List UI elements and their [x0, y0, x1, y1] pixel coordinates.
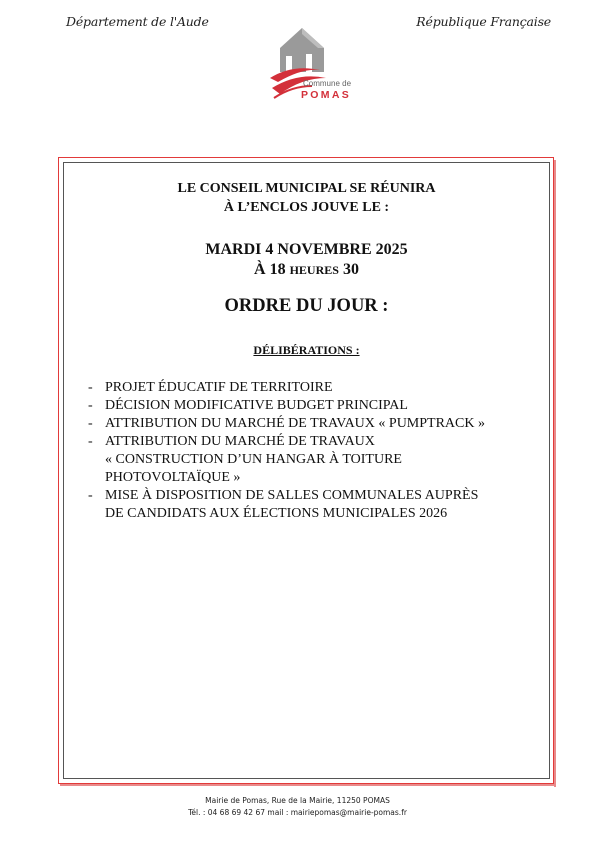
notice-heading-line-1: LE CONSEIL MUNICIPAL SE RÉUNIRA — [177, 181, 436, 196]
footer-contact: Tél. : 04 68 69 42 67 mail : mairiepomas@mairie-pomas.fr — [188, 808, 407, 817]
agenda-item-text: ATTRIBUTION DU MARCHÉ DE TRAVAUX « PUMPTRACK » — [105, 416, 485, 431]
meeting-date: MARDI 4 NOVEMBRE 2025 — [205, 241, 408, 258]
logo-town-name: POMAS — [301, 89, 352, 101]
frame-shadow — [60, 784, 556, 786]
bullet-dash: - — [88, 488, 93, 503]
agenda-item — [88, 415, 548, 433]
frame-shadow — [554, 160, 556, 787]
time-unit: HEURES — [289, 263, 339, 277]
bullet-dash: - — [88, 380, 93, 395]
agenda-item-text: DÉCISION MODIFICATIVE BUDGET PRINCIPAL — [105, 398, 408, 413]
agenda-item — [88, 487, 548, 523]
agenda-item-text: ATTRIBUTION DU MARCHÉ DE TRAVAUX « CONSTRUCTION D’UN HANGAR À TOITURE PHOTOVOLTAÏQUE » — [105, 434, 402, 485]
notice-heading-line-2: À L’ENCLOS JOUVE LE : — [223, 200, 390, 215]
header-department: Département de l'Aude — [66, 14, 209, 29]
time-minutes: 30 — [338, 261, 359, 278]
deliberations-heading: DÉLIBÉRATIONS : — [253, 343, 360, 357]
bullet-dash: - — [88, 416, 93, 431]
meeting-time — [63, 261, 550, 279]
agenda-item — [88, 397, 548, 415]
agenda-item — [88, 379, 548, 397]
header-republic: République Française — [416, 14, 551, 29]
agenda-item-text: PROJET ÉDUCATIF DE TERRITOIRE — [105, 380, 333, 395]
time-hour: À 18 — [254, 261, 290, 278]
agenda-list — [88, 379, 548, 523]
agenda-item — [88, 433, 548, 487]
agenda-item-text: MISE À DISPOSITION DE SALLES COMMUNALES AUPRÈS DE CANDIDATS AUX ÉLECTIONS MUNICIPALES 2026 — [105, 488, 479, 521]
footer-address: Mairie de Pomas, Rue de la Mairie, 11250 POMAS — [205, 796, 390, 805]
bullet-dash: - — [88, 434, 93, 449]
logo-commune-label: Commune de — [303, 79, 352, 88]
bullet-dash: - — [88, 398, 93, 413]
agenda-title: ORDRE DU JOUR : — [224, 296, 389, 316]
